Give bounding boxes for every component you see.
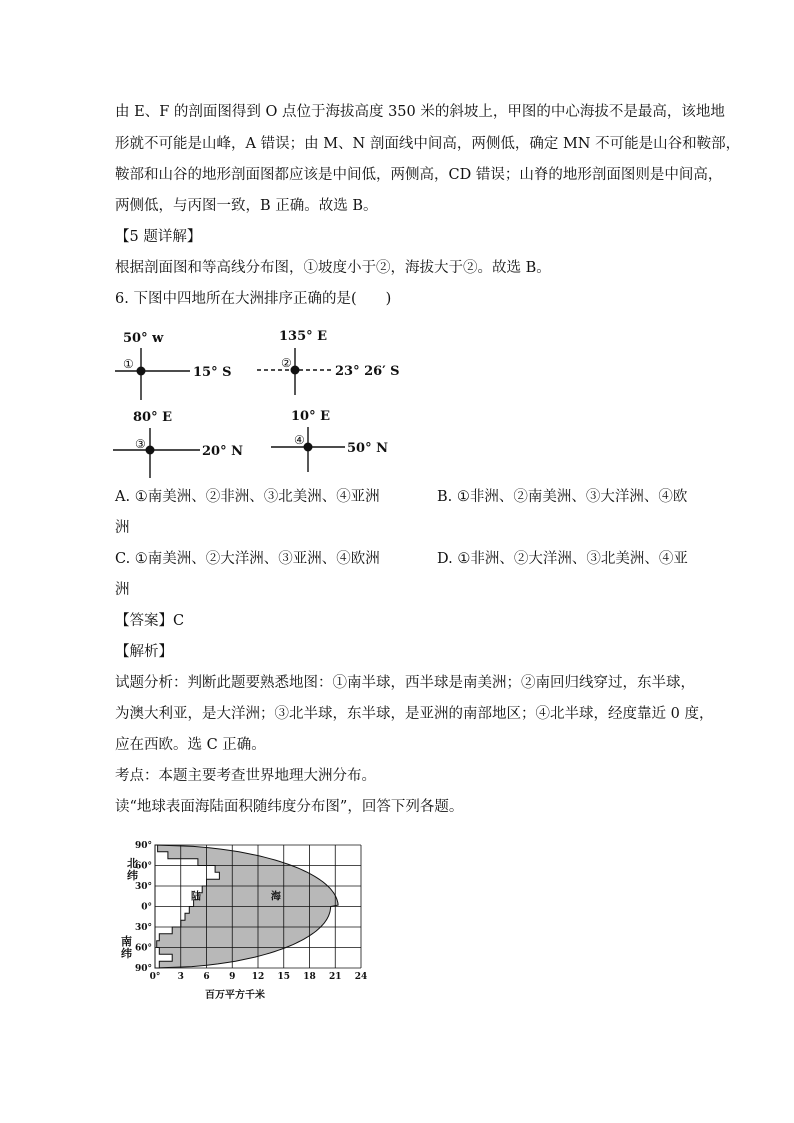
analysis-line: 为澳大利亚，是大洋洲；③北半球，东半球，是亚洲的南部地区；④北半球，经度靠近 0 度， [115,706,714,722]
y-tick-label: 90° [134,964,152,974]
sea-label: 海 [270,891,281,903]
point4-marker: ④ [294,433,305,447]
x-tick-label: 21 [328,972,342,982]
answer-label: 【答案】C [115,613,185,629]
point1-lon: 50° w [123,331,164,346]
ylabel-north-1: 北 [127,857,138,870]
option-b: B. ①非洲、②南美洲、③大洋洲、④欧 [437,489,688,505]
point4-dot [304,443,313,452]
land-label: 陆 [191,891,202,903]
x-axis-label: 百万平方千米 [205,990,265,1001]
ylabel-north-2: 纬 [127,869,138,882]
point2-dot [291,366,300,375]
option-d-cont: 洲 [115,582,130,598]
x-tick-label: 24 [354,972,368,982]
q6-stem: 6. 下图中四地所在大洲排序正确的是( ) [115,291,392,307]
point1-marker: ① [123,357,134,371]
q5-text: 根据剖面图和等高线分布图，①坡度小于②，海拔大于②。故选 B。 [115,260,551,276]
y-tick-label: 30° [134,923,152,933]
analysis-line: 试题分析：判断此题要熟悉地图：①南半球，西半球是南美洲；②南回归线穿过，东半球， [115,675,695,691]
y-tick-label: 30° [134,882,152,892]
point2-lon: 135° E [279,329,328,344]
point3-marker: ③ [135,437,146,451]
point1-dot [137,367,146,376]
point4-lat: 50° N [347,441,388,456]
point2-marker: ② [281,356,292,370]
point2-lat: 23° 26′ S [335,364,400,379]
point4-lon: 10° E [291,409,331,424]
y-tick-label: 90° [134,841,152,851]
x-tick-label: 18 [303,972,316,982]
kaodian: 考点：本题主要考查世界地理大洲分布。 [115,768,376,784]
x-tick-label: 12 [251,972,265,982]
paragraph-line: 鞍部和山谷的地形剖面图都应该是中间低，两侧高，CD 错误；山脊的地形剖面图则是中间高， [115,167,723,183]
ylabel-south-1: 南 [121,935,132,948]
ylabel-south-2: 纬 [121,947,132,960]
x-tick-label: 0° [149,972,161,982]
y-tick-label: 0° [141,902,152,913]
point3-lon: 80° E [133,410,173,425]
option-c: C. ①南美洲、②大洋洲、③亚洲、④欧洲 [115,551,380,567]
x-tick-label: 6 [203,972,210,982]
option-d: D. ①非洲、②大洋洲、③北美洲、④亚 [437,551,688,567]
coordinate-figure [105,320,405,480]
analysis-line: 应在西欧。选 C 正确。 [115,737,266,753]
paragraph-line: 由 E、F 的剖面图得到 O 点位于海拔高度 350 米的斜坡上，甲图的中心海拔不是最高，该地地 [115,104,725,120]
q5-header: 【5 题详解】 [115,229,202,245]
y-tick-label: 60° [134,861,152,872]
point3-dot [146,446,155,455]
point1-lat: 15° S [193,365,232,380]
land-sea-chart [115,835,375,1005]
paragraph-line: 两侧低，与丙图一致，B 正确。故选 B。 [115,198,378,214]
y-tick-label: 60° [134,943,152,954]
x-tick-label: 15 [277,972,291,982]
paragraph-line: 形就不可能是山峰，A 错误；由 M、N 剖面线中间高，两侧低，确定 MN 不可能是山谷和鞍部， [115,136,741,152]
option-b-cont: 洲 [115,520,130,536]
x-tick-label: 3 [177,972,184,982]
point3-lat: 20° N [202,444,243,459]
next-intro: 读“地球表面海陆面积随纬度分布图”，回答下列各题。 [115,799,464,815]
x-tick-label: 9 [229,972,236,982]
option-a: A. ①南美洲、②非洲、③北美洲、④亚洲 [115,489,380,505]
analysis-header: 【解析】 [115,644,173,660]
